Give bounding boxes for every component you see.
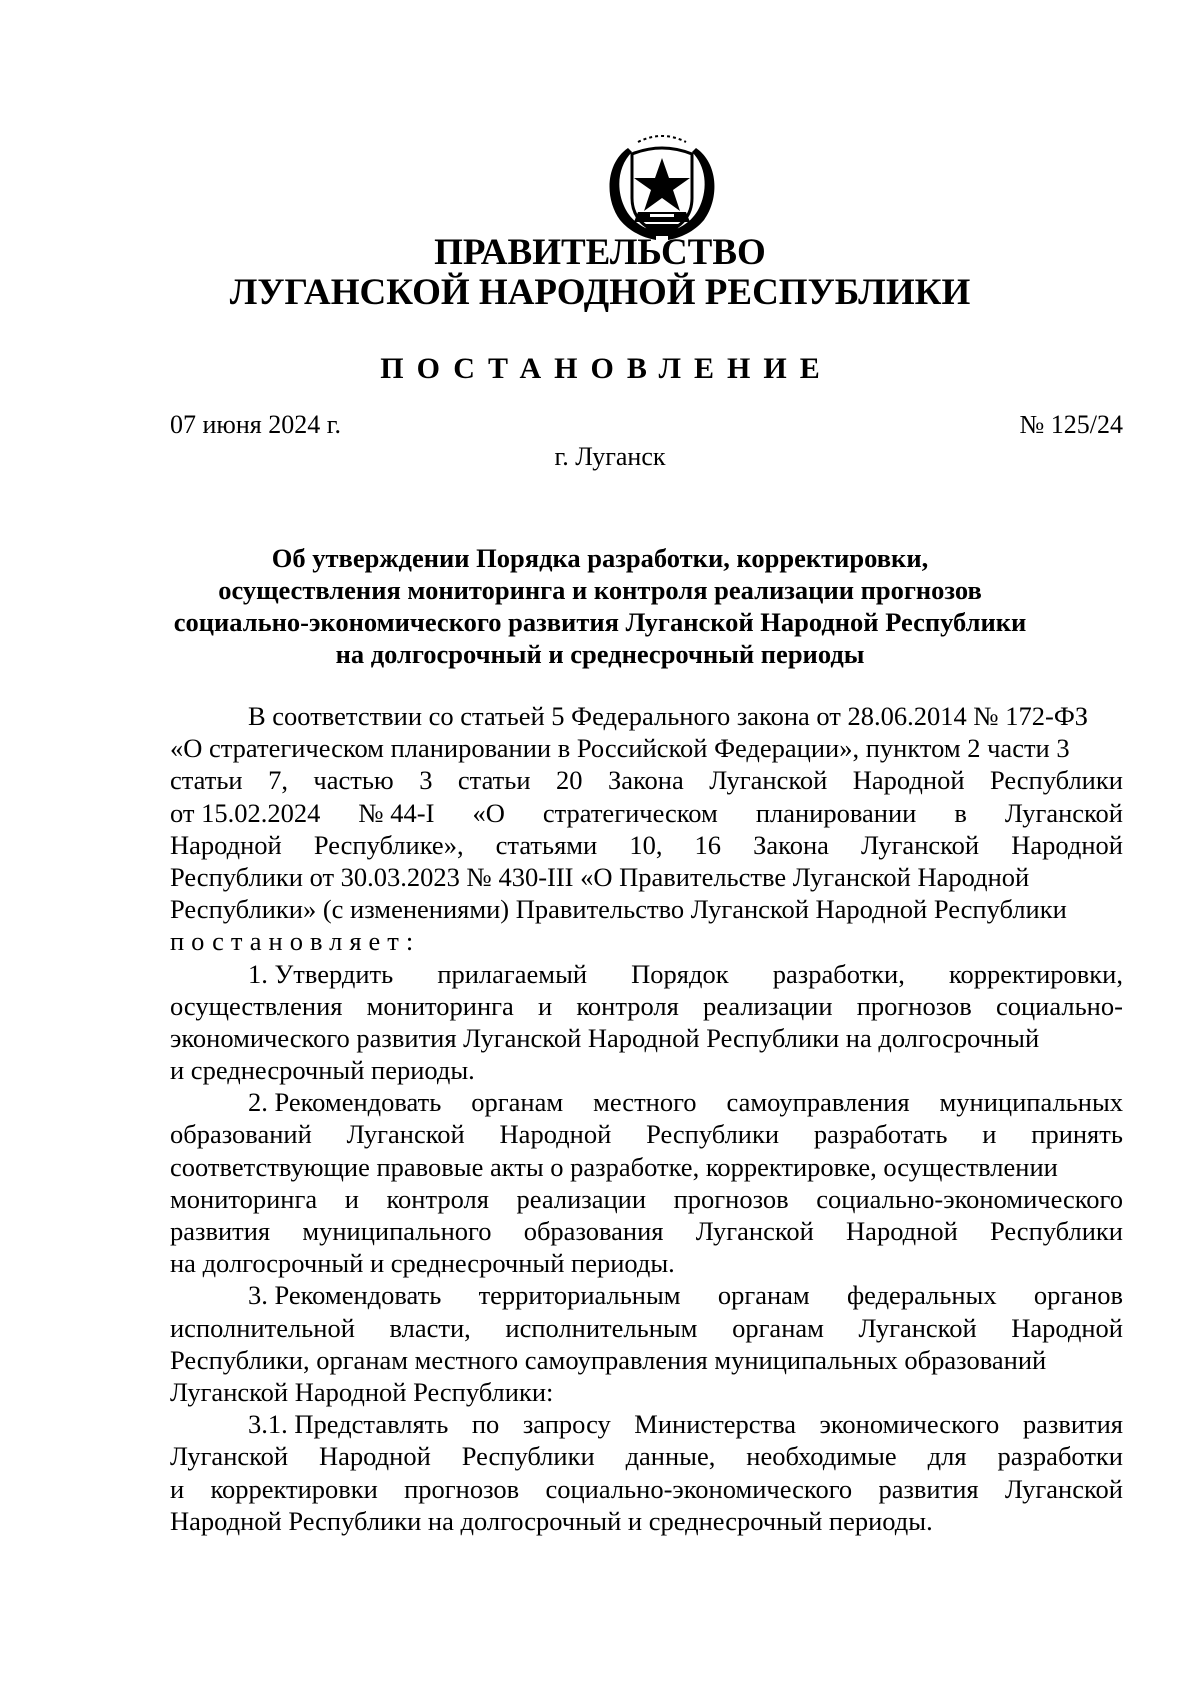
body-line — [170, 1505, 1123, 1537]
body-text: Народной — [170, 829, 282, 860]
body-line — [170, 1183, 1123, 1215]
body-text: контроля — [386, 1183, 489, 1214]
body-text: Республики от 30.03.2023 № 430-III «О Правительстве Луганской Народной — [170, 861, 1030, 892]
title-line: социально-экономического развития Луганской Народной Республики — [173, 607, 1027, 637]
body-text: социально-экономического — [545, 1473, 853, 1504]
body-text: корректировки, — [948, 958, 1123, 989]
body-text: Закона — [607, 765, 684, 796]
body-text: В соответствии со статьей 5 Федерального закона от 28.06.2014 № 172-ФЗ — [248, 701, 1089, 731]
body-text: экономического — [819, 1409, 1000, 1440]
body-text: развития — [878, 1473, 979, 1504]
document-title — [0, 542, 1200, 670]
body-text: Луганской — [170, 1441, 289, 1472]
body-line — [170, 925, 1123, 957]
body-line — [170, 1376, 1123, 1408]
body-text: прогнозов — [404, 1473, 520, 1504]
body-line — [170, 958, 1123, 990]
document-type: ПОСТАНОВЛЕНИЕ — [380, 352, 833, 385]
body-line — [170, 732, 1123, 764]
body-text: мониторинга — [170, 1183, 318, 1214]
title-line: осуществления мониторинга и контроля реализации прогнозов — [218, 575, 982, 605]
body-text: Республики — [646, 1119, 780, 1150]
body-text: Луганской — [1004, 797, 1123, 828]
body-text: развития — [1022, 1409, 1123, 1440]
body-text: и — [982, 1119, 997, 1150]
body-line — [170, 990, 1123, 1022]
body-text: образований — [170, 1119, 312, 1150]
body-text: контроля — [576, 990, 679, 1021]
body-text: власти, — [389, 1312, 471, 1343]
body-text: Народной Республики на долгосрочный и среднесрочный периоды. — [170, 1505, 933, 1536]
body-text: Республике», — [313, 829, 464, 860]
body-text: разработки, — [772, 958, 905, 989]
body-text: статьи — [170, 765, 243, 796]
body-text: и среднесрочный периоды. — [170, 1055, 475, 1086]
body-text: 3 — [419, 765, 433, 796]
title-line: на долгосрочный и среднесрочный периоды — [335, 639, 865, 669]
body-text: территориальным — [478, 1280, 681, 1311]
body-text: социально-экономического — [816, 1183, 1123, 1214]
body-text: Республики» (с изменениями) Правительство Луганской Народной Республики — [170, 894, 1067, 925]
body-text: разработать — [813, 1119, 948, 1150]
body-text: и — [170, 1473, 185, 1504]
body-line — [170, 861, 1123, 893]
body-text: стратегическом — [542, 797, 718, 828]
body-line — [170, 1440, 1123, 1472]
body-line — [170, 1279, 1123, 1311]
body-line — [170, 1247, 1123, 1279]
body-text: 2. Рекомендовать — [248, 1087, 442, 1118]
body-text: 1. Утвердить — [248, 958, 394, 989]
coat-of-arms-icon — [598, 128, 726, 246]
body-text: органам — [717, 1280, 810, 1311]
body-text: образования — [523, 1216, 664, 1246]
body-text: прогнозов — [856, 990, 972, 1021]
body-text: Порядок — [631, 958, 729, 989]
body-text: муниципальных — [939, 1087, 1123, 1118]
body-text: органов — [1033, 1280, 1123, 1311]
body-text: соответствующие правовые акты о разработке, корректировке, осуществлении — [170, 1151, 1058, 1182]
body-text: федеральных — [846, 1280, 997, 1311]
body-text: 3.1. Представлять — [248, 1409, 449, 1440]
body-text: статьями — [495, 829, 598, 860]
organization-name-line2: ЛУГАНСКОЙ НАРОДНОЙ РЕСПУБЛИКИ — [229, 272, 971, 313]
body-text: в — [954, 797, 967, 828]
body-text: «О — [472, 797, 505, 828]
body-text: принять — [1031, 1119, 1123, 1150]
body-text: планировании — [755, 797, 917, 828]
body-text: 20 — [555, 765, 583, 796]
body-text: 10, — [629, 829, 663, 860]
body-text: исполнительной — [170, 1312, 355, 1343]
body-line — [170, 1151, 1123, 1183]
body-text: разработки — [997, 1441, 1123, 1472]
body-text: Министерства — [634, 1409, 796, 1440]
body-text: Республики — [461, 1441, 595, 1472]
body-text: от 15.02.2024 — [170, 797, 321, 828]
body-text: для — [927, 1441, 967, 1472]
body-text: самоуправления — [726, 1087, 910, 1118]
document-number: № 125/24 — [1019, 410, 1123, 439]
body-line — [170, 1344, 1123, 1376]
body-text: прилагаемый — [437, 958, 588, 989]
organization-name-line1: ПРАВИТЕЛЬСТВО — [434, 232, 766, 273]
body-text: 16 — [694, 829, 722, 860]
body-line — [170, 1118, 1123, 1150]
body-text: местного — [593, 1087, 697, 1118]
body-text: Луганской — [709, 765, 828, 796]
body-text: постановляет: — [170, 926, 421, 957]
body-text: Народной — [1011, 1312, 1123, 1343]
document-date: 07 июня 2024 г. — [170, 410, 341, 439]
body-text: корректировки — [210, 1473, 378, 1504]
document-city: г. Луганск — [554, 442, 666, 471]
body-line — [170, 1022, 1123, 1054]
body-text: мониторинга — [366, 990, 514, 1021]
body-line — [170, 1408, 1123, 1440]
body-text: реализации — [703, 990, 833, 1021]
body-text: исполнительным — [505, 1312, 698, 1343]
body-line — [170, 1086, 1123, 1118]
body-text: муниципального — [302, 1216, 492, 1246]
body-line — [170, 764, 1123, 796]
body-line — [170, 893, 1123, 925]
body-text: социально- — [995, 990, 1123, 1021]
body-text: Народной — [846, 1216, 958, 1246]
body-text: Республики — [990, 1216, 1123, 1246]
body-text: развития — [170, 1216, 271, 1246]
body-text: экономического развития Луганской Народной Республики на долгосрочный — [170, 1022, 1040, 1053]
body-text: 3. Рекомендовать — [248, 1280, 442, 1311]
body-text: Народной — [499, 1119, 612, 1150]
body-text: прогнозов — [673, 1183, 789, 1214]
body-line — [170, 1473, 1123, 1505]
body-text: и — [344, 1183, 359, 1214]
body-text: Луганской — [861, 829, 980, 860]
body-line — [170, 1215, 1123, 1247]
body-text: «О стратегическом планировании в Российской Федерации», пунктом 2 части 3 — [170, 733, 1070, 764]
body-line — [170, 829, 1123, 861]
body-text: Луганской — [1004, 1473, 1123, 1504]
document-body — [170, 700, 1123, 1537]
body-line — [170, 700, 1123, 732]
body-line — [170, 1054, 1123, 1086]
body-text: реализации — [516, 1183, 647, 1214]
body-line — [170, 1312, 1123, 1344]
body-text: органам — [471, 1087, 564, 1118]
body-text: органам — [732, 1312, 824, 1343]
body-text: запросу — [522, 1409, 611, 1440]
body-text: Луганской — [858, 1312, 977, 1343]
body-text: Республики — [989, 765, 1123, 796]
body-text: Закона — [753, 829, 829, 860]
body-text: 7, — [268, 765, 288, 796]
body-text: Луганской — [695, 1216, 814, 1246]
body-text: Луганской — [346, 1119, 465, 1150]
title-line: Об утверждении Порядка разработки, корректировки, — [271, 543, 929, 573]
body-text: № 44-I — [358, 797, 435, 828]
body-text: данные, — [625, 1441, 716, 1472]
body-text: необходимые — [746, 1441, 897, 1472]
body-text: осуществления — [170, 990, 343, 1021]
body-text: частью — [313, 765, 394, 796]
body-line — [170, 797, 1123, 829]
body-text: Луганской Народной Республики: — [170, 1376, 554, 1407]
body-text: Народной — [852, 765, 965, 796]
body-text: Народной — [1011, 829, 1123, 860]
body-text: по — [471, 1409, 500, 1440]
body-text: и — [537, 990, 553, 1021]
body-text: на долгосрочный и среднесрочный периоды. — [170, 1248, 675, 1279]
body-text: Республики, органам местного самоуправления муниципальных образований — [170, 1344, 1047, 1375]
body-text: Народной — [319, 1441, 431, 1472]
body-text: статьи — [457, 765, 531, 796]
